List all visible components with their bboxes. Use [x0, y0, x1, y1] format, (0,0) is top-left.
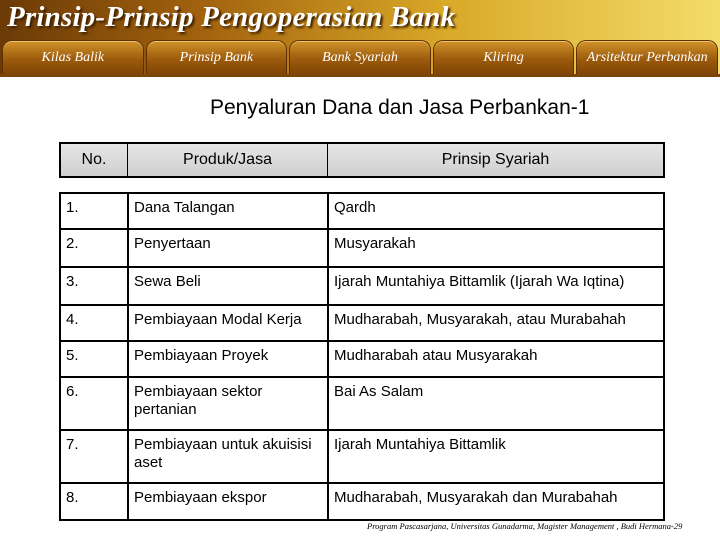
nav-tab-prinsip-bank[interactable]: Prinsip Bank — [146, 40, 288, 75]
row-produk: Pembiayaan Proyek — [127, 342, 327, 378]
row-number: 1. — [59, 192, 127, 230]
row-produk: Dana Talangan — [127, 192, 327, 230]
table-row — [59, 268, 665, 306]
table-row — [59, 230, 665, 268]
row-produk: Pembiayaan untuk akuisisi aset — [127, 431, 327, 484]
row-prinsip: Mudharabah atau Musyarakah — [327, 342, 665, 378]
table-header-row — [59, 142, 665, 178]
table-row — [59, 306, 665, 342]
presentation-title: Prinsip-Prinsip Pengoperasian Bank — [7, 1, 456, 33]
header-divider — [0, 74, 720, 77]
column-header-produk: Produk/Jasa — [127, 142, 327, 178]
row-number: 4. — [59, 306, 127, 342]
nav-tab-arsitektur-perbankan[interactable]: Arsitektur Perbankan — [576, 40, 718, 75]
row-number: 8. — [59, 484, 127, 521]
nav-tab-kliring[interactable]: Kliring — [433, 40, 575, 75]
row-number: 6. — [59, 378, 127, 431]
row-produk: Penyertaan — [127, 230, 327, 268]
table-row — [59, 192, 665, 230]
row-produk: Pembiayaan ekspor — [127, 484, 327, 521]
slide-heading: Penyaluran Dana dan Jasa Perbankan-1 — [210, 96, 590, 119]
row-prinsip: Bai As Salam — [327, 378, 665, 431]
row-number: 7. — [59, 431, 127, 484]
footer-credit: Program Pascasarjana, Universitas Gunadarma, Magister Management , Budi Hermana-29 — [367, 521, 683, 531]
table-row — [59, 342, 665, 378]
row-produk: Sewa Beli — [127, 268, 327, 306]
row-prinsip: Musyarakah — [327, 230, 665, 268]
row-number: 5. — [59, 342, 127, 378]
nav-tab-kilas-balik[interactable]: Kilas Balik — [2, 40, 144, 75]
column-header-no: No. — [59, 142, 127, 178]
row-prinsip: Mudharabah, Musyarakah, atau Murabahah — [327, 306, 665, 342]
column-header-prinsip: Prinsip Syariah — [327, 142, 665, 178]
row-prinsip: Ijarah Muntahiya Bittamlik — [327, 431, 665, 484]
syariah-table — [59, 142, 665, 521]
row-number: 2. — [59, 230, 127, 268]
row-prinsip: Qardh — [327, 192, 665, 230]
row-prinsip: Ijarah Muntahiya Bittamlik (Ijarah Wa Iqtina) — [327, 268, 665, 306]
row-produk: Pembiayaan sektor pertanian — [127, 378, 327, 431]
row-number: 3. — [59, 268, 127, 306]
row-prinsip: Mudharabah, Musyarakah dan Murabahah — [327, 484, 665, 521]
nav-tab-bank-syariah[interactable]: Bank Syariah — [289, 40, 431, 75]
table-row — [59, 378, 665, 431]
header-banner — [0, 0, 720, 74]
table-row — [59, 431, 665, 484]
row-produk: Pembiayaan Modal Kerja — [127, 306, 327, 342]
table-row — [59, 484, 665, 521]
nav-bar — [0, 40, 720, 74]
